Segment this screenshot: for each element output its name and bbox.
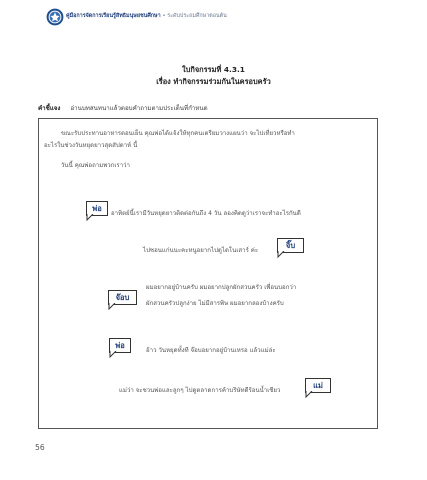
intro-line-2: อะไรในช่วงวันหยุดยาวสุดสัปดาห์ นี้ bbox=[44, 142, 138, 149]
document-header bbox=[66, 12, 227, 20]
dialogue-text: ผักสวนครัวปลูกง่าย ไม่มีสารพิษ ผมอยากลองบ้างครับ bbox=[146, 300, 284, 307]
dialogue-text: อ้าว วันหยุดทั้งที จ๊อบอยากอยู่บ้านเหรอ แล้วแม่ล่ะ bbox=[146, 347, 276, 354]
dialogue-box bbox=[38, 118, 378, 429]
speaker-tag-father bbox=[86, 201, 108, 216]
dialogue-text: อาทิตย์นี้เรามีวันหยุดยาวติดต่อกันถึง 4 วัน ลองคิดดูว่าเราจะทำอะไรกันดี bbox=[111, 210, 301, 217]
activity-subtitle: เรื่อง ทำกิจกรรมร่วมกันในครอบครัว bbox=[156, 77, 271, 86]
speaker-name: พ่อ bbox=[92, 203, 102, 213]
speaker-tag-jib bbox=[277, 238, 304, 253]
speaker-name: พ่อ bbox=[115, 340, 125, 350]
speaker-tag-job bbox=[108, 290, 137, 305]
dialogue-text: แม่ว่า จะชวนพ่อและลูกๆ ไปดูตลาดการค้าบริษัทดีร้อนน้ำเชียว bbox=[119, 387, 281, 394]
intro-line-3: วันนี้ คุณพ่อถามพวกเราว่า bbox=[61, 162, 130, 169]
speaker-name: จิ๊บ bbox=[285, 240, 296, 250]
speaker-name: จ๊อบ bbox=[115, 292, 130, 302]
manual-title: คู่มือการจัดการเรียนรู้สิทธิมนุษยชนศึกษา bbox=[66, 13, 161, 19]
intro-line-1: ขณะรับประทานอาหารตอนเย็น คุณพ่อได้แจ้งให้ทุกคนเตรียมวางแผนว่า จะไปเที่ยวหรือทำ bbox=[61, 130, 295, 137]
instructions-text: อ่านบทสนทนาแล้วตอบคำถามตามประเด็นที่กำหนด bbox=[70, 105, 208, 112]
manual-level: • ระดับประถมศึกษาตอนต้น bbox=[160, 13, 227, 19]
activity-title: ใบกิจกรรมที่ 4.3.1 bbox=[182, 65, 245, 74]
dialogue-text: ผมอยากอยู่บ้านครับ ผมอยากปลูกผักสวนครัว เพื่อนบอกว่า bbox=[146, 284, 297, 291]
seal-logo-icon bbox=[46, 8, 64, 26]
instructions bbox=[38, 103, 208, 113]
page-number: 56 bbox=[35, 443, 45, 452]
instructions-label: คำชี้แจง bbox=[38, 105, 61, 112]
speaker-tag-mother bbox=[305, 378, 331, 393]
dialogue-text: ไปซอนแก่นนะคะหนูอยากไปดูไดโนเสาร์ ค่ะ bbox=[143, 247, 259, 254]
speaker-tag-father bbox=[109, 338, 131, 353]
speaker-name: แม่ bbox=[313, 380, 323, 390]
